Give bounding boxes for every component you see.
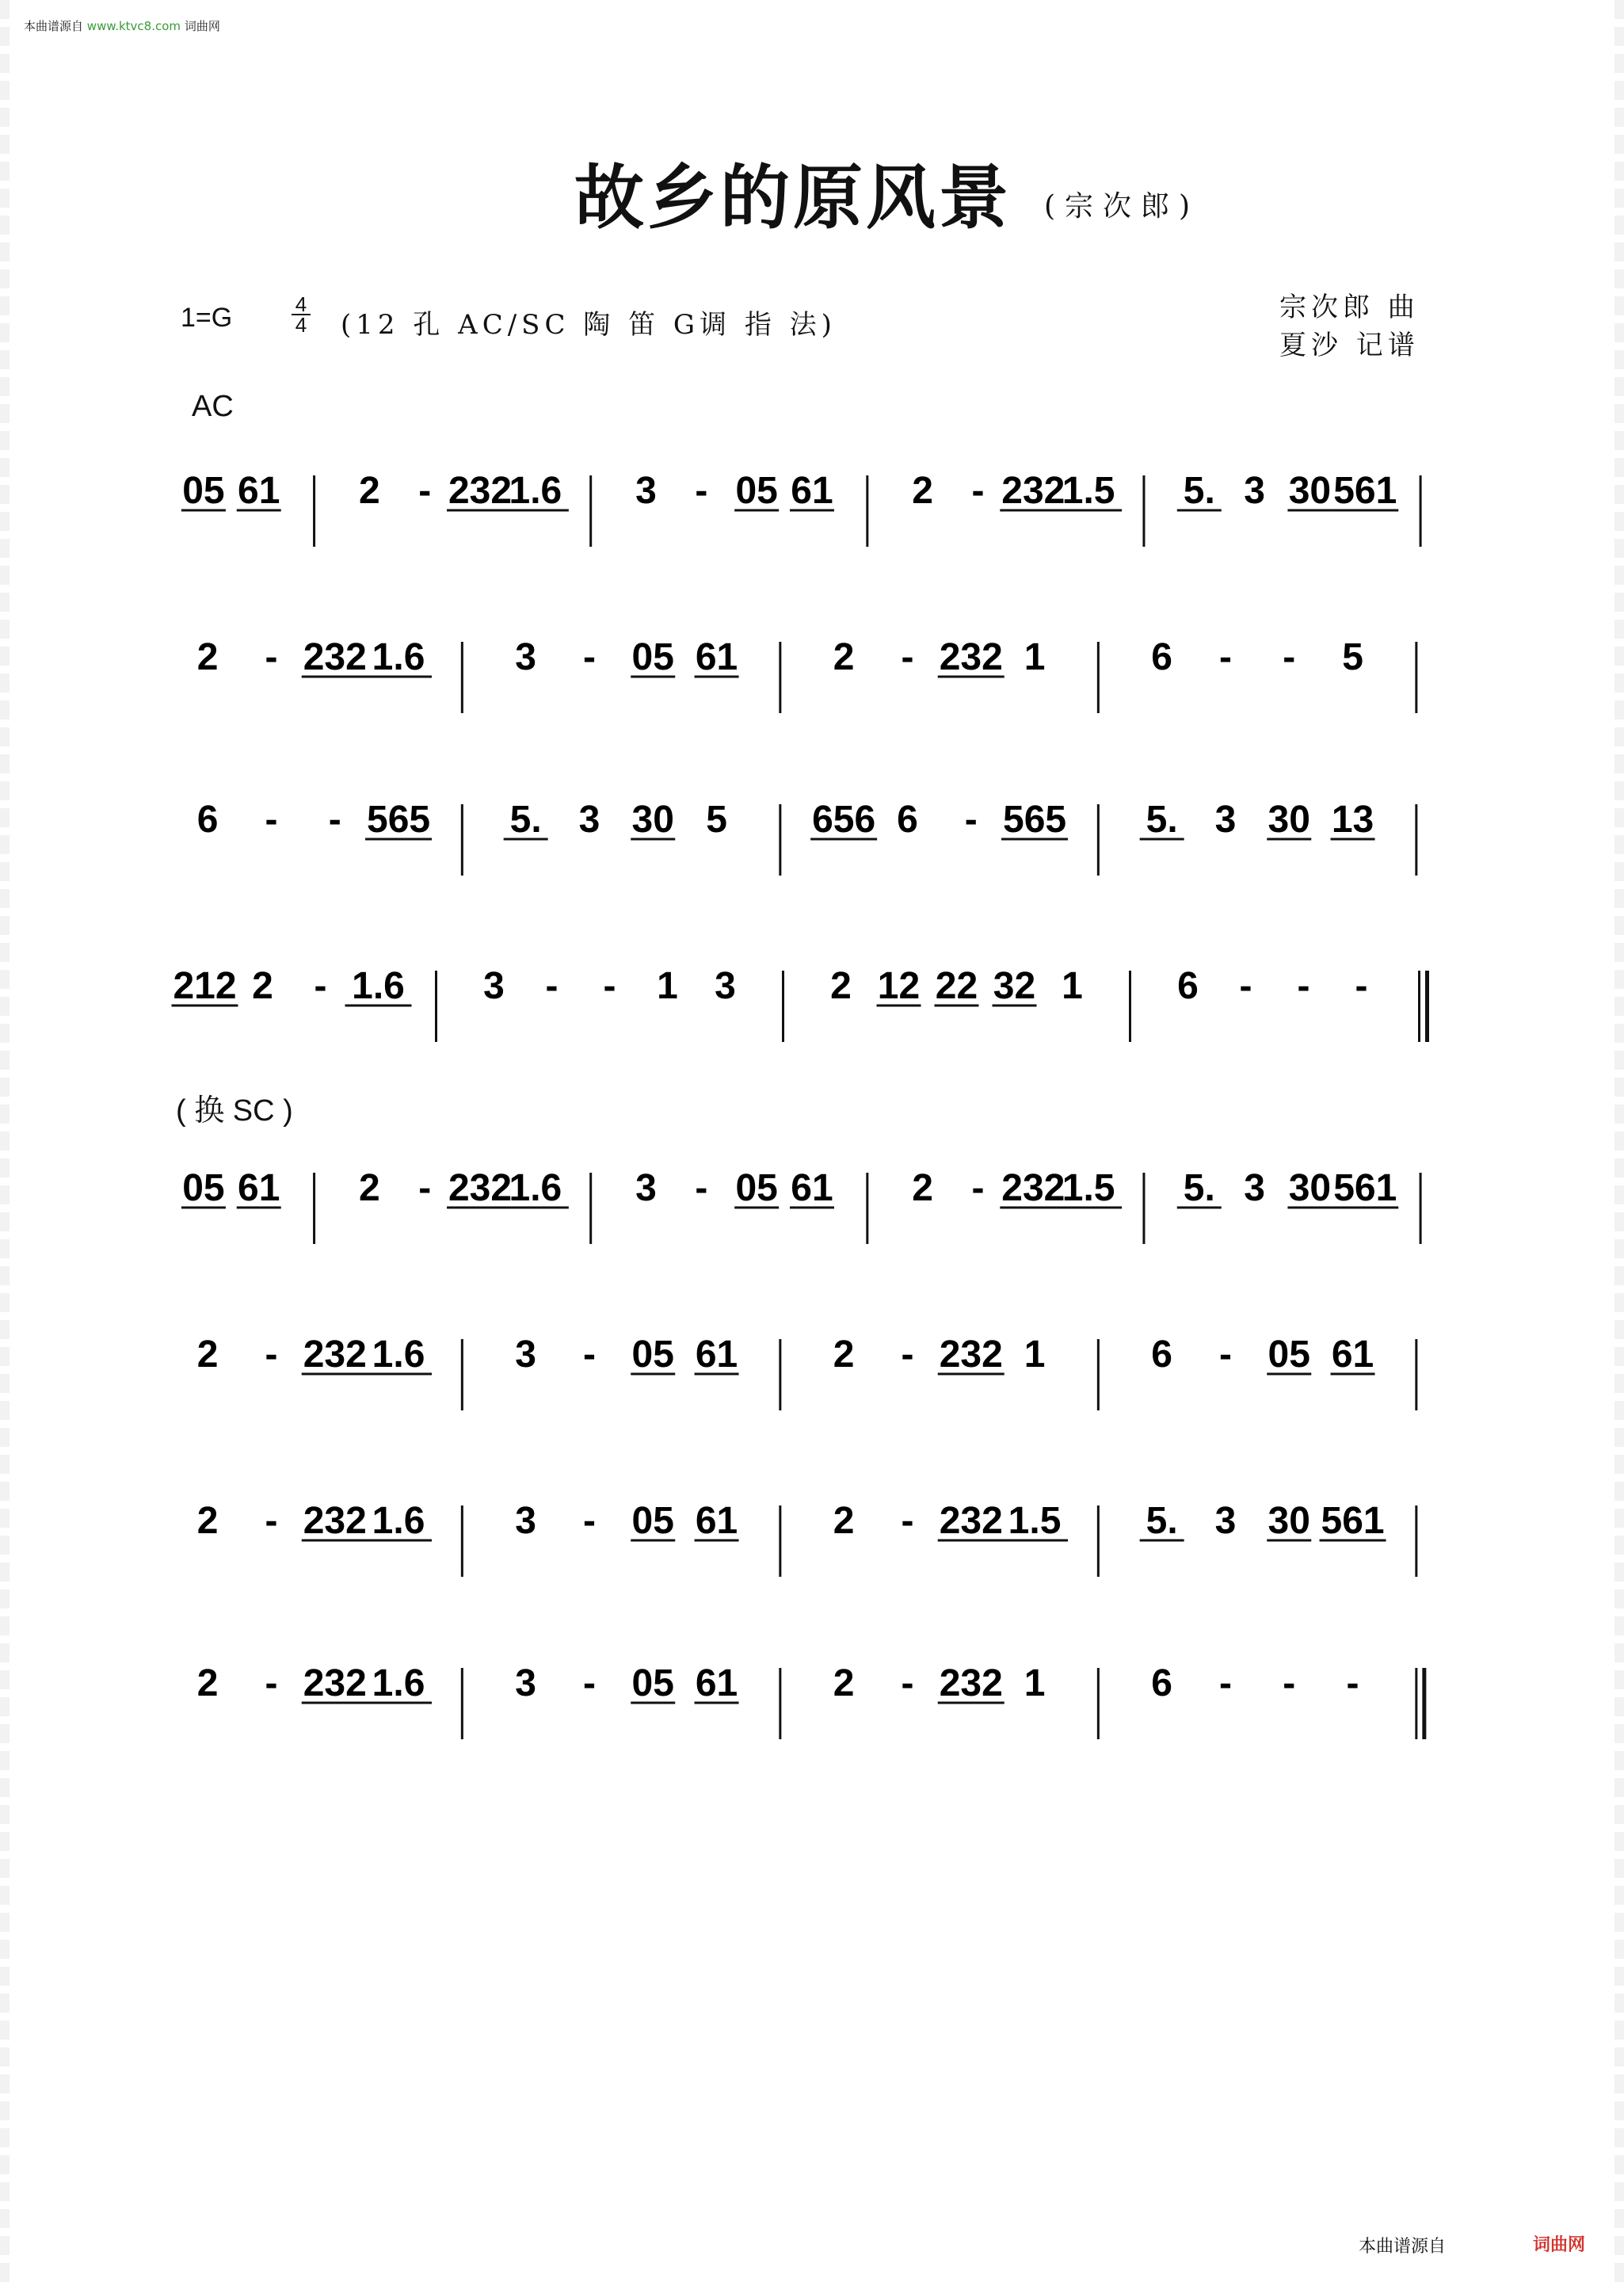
composer-credit: 宗次郎 曲 — [1279, 292, 1420, 323]
note: 61 — [1331, 1334, 1374, 1376]
note: 61 — [238, 1167, 280, 1209]
note: 22 — [935, 965, 978, 1007]
note: 1 — [1062, 965, 1083, 1007]
note: 6 — [1151, 1662, 1173, 1704]
sustain-dash: - — [265, 799, 278, 841]
time-signature-top: 4 — [295, 292, 307, 316]
sustain-dash: - — [1239, 965, 1252, 1007]
note: 61 — [238, 470, 280, 512]
note: 5. — [1146, 799, 1178, 841]
note: 565 — [367, 799, 431, 841]
note: 3 — [1244, 470, 1265, 512]
time-signature-bottom: 4 — [295, 313, 307, 337]
fingering-note: (12 孔 AC/SC 陶 笛 G调 指 法) — [341, 309, 837, 341]
section-label-ac: AC — [192, 390, 234, 423]
sustain-dash: - — [901, 636, 914, 678]
note: 232 — [939, 636, 1003, 678]
header-site-brand: 词曲网 — [184, 19, 220, 33]
note: 3 — [515, 636, 537, 678]
note: 3 — [515, 1662, 537, 1704]
note: 5. — [1146, 1500, 1178, 1542]
sustain-dash: - — [545, 965, 558, 1007]
section-label-sc: ( 换 SC ) — [176, 1094, 293, 1128]
score-line-svg — [0, 1458, 1624, 1624]
score-line — [0, 1292, 1624, 1458]
note: 32 — [993, 965, 1036, 1007]
note: 30 — [631, 799, 674, 841]
sustain-dash: - — [582, 636, 596, 678]
note: 2 — [833, 1500, 855, 1542]
note: 1.6 — [372, 636, 425, 678]
sustain-dash: - — [1218, 1334, 1232, 1376]
note: 232 — [1001, 470, 1066, 512]
time-signature — [292, 292, 311, 337]
score-line-svg — [0, 1292, 1624, 1458]
sustain-dash: - — [328, 799, 341, 841]
sustain-dash: - — [1218, 636, 1232, 678]
note: 1.6 — [372, 1500, 425, 1542]
header-site-name: 本曲谱源自 — [24, 19, 84, 33]
note: 30 — [1268, 799, 1310, 841]
note: 232 — [1001, 1167, 1066, 1209]
note: 2 — [196, 1500, 219, 1542]
score-line — [0, 1620, 1624, 1787]
note: 5 — [706, 799, 727, 841]
note: 30 — [1288, 470, 1332, 512]
sustain-dash: - — [901, 1334, 914, 1376]
note: 5 — [1342, 636, 1363, 678]
score-line-svg — [0, 757, 1624, 923]
note: 3 — [515, 1334, 537, 1376]
score-line-svg — [0, 923, 1624, 1089]
transcriber-credit: 夏沙 记谱 — [1279, 330, 1420, 361]
note: 61 — [791, 470, 833, 512]
note: 1.6 — [509, 1167, 562, 1209]
note: 30 — [1288, 1167, 1332, 1209]
note: 656 — [812, 799, 876, 841]
sustain-dash: - — [1218, 1662, 1232, 1704]
note: 1.5 — [1008, 1500, 1062, 1542]
footer-source: 本曲谱源自 — [1359, 2237, 1447, 2257]
score-line-svg — [0, 1125, 1624, 1292]
note: 2 — [833, 636, 855, 678]
note: 561 — [1321, 1500, 1385, 1542]
note: 05 — [631, 1500, 674, 1542]
note: 1 — [1024, 1662, 1046, 1704]
key-signature: 1=G — [181, 303, 233, 333]
note: 3 — [635, 470, 657, 512]
score-line-svg — [0, 428, 1624, 594]
note: 1.5 — [1062, 1167, 1115, 1209]
sustain-dash: - — [1283, 636, 1296, 678]
note: 561 — [1333, 1167, 1397, 1209]
note: 5. — [1183, 470, 1215, 512]
note: 1 — [657, 965, 678, 1007]
sustain-dash: - — [314, 965, 327, 1007]
note: 6 — [1151, 636, 1173, 678]
note: 05 — [631, 1662, 674, 1704]
sustain-dash: - — [582, 1662, 596, 1704]
score-line-svg — [0, 1620, 1624, 1787]
note: 232 — [448, 470, 513, 512]
note: 5. — [509, 799, 542, 841]
note: 2 — [252, 965, 273, 1007]
sustain-dash: - — [1346, 1662, 1359, 1704]
note: 3 — [635, 1167, 657, 1209]
note: 1.6 — [372, 1662, 425, 1704]
header-site-url[interactable]: www.ktvc8.com — [86, 19, 181, 33]
note: 565 — [1003, 799, 1067, 841]
score-line — [0, 1458, 1624, 1624]
note: 05 — [631, 636, 674, 678]
note: 2 — [196, 1334, 219, 1376]
note: 6 — [1151, 1334, 1173, 1376]
note: 232 — [939, 1662, 1003, 1704]
note: 1.6 — [372, 1334, 425, 1376]
note: 61 — [791, 1167, 833, 1209]
sustain-dash: - — [418, 470, 432, 512]
footer-brand[interactable] — [1533, 2231, 1585, 2256]
note: 232 — [303, 1500, 367, 1542]
note: 05 — [182, 470, 225, 512]
score-line — [0, 428, 1624, 594]
page-title: 故乡的原风景 — [574, 156, 1012, 239]
sustain-dash: - — [603, 965, 616, 1007]
note: 2 — [830, 965, 852, 1007]
note: 61 — [695, 1500, 738, 1542]
note: 2 — [912, 1167, 934, 1209]
note: 05 — [182, 1167, 225, 1209]
score-line-svg — [0, 594, 1624, 761]
note: 1 — [1024, 636, 1046, 678]
sustain-dash: - — [265, 636, 278, 678]
note: 6 — [1177, 965, 1199, 1007]
barline — [1416, 1668, 1424, 1739]
note: 61 — [695, 1334, 738, 1376]
footer-brand-text: 词曲网 — [1533, 2235, 1586, 2255]
sustain-dash: - — [695, 470, 708, 512]
note: 1.6 — [509, 470, 562, 512]
sustain-dash: - — [265, 1662, 278, 1704]
sustain-dash: - — [1355, 965, 1368, 1007]
note: 13 — [1331, 799, 1374, 841]
score-line — [0, 923, 1624, 1089]
score-line — [0, 757, 1624, 923]
page-subtitle: (宗次郎) — [1044, 190, 1200, 223]
note: 2 — [912, 470, 934, 512]
note: 12 — [877, 965, 921, 1007]
sustain-dash: - — [1283, 1662, 1296, 1704]
sustain-dash: - — [901, 1500, 914, 1542]
note: 3 — [483, 965, 505, 1007]
note: 3 — [578, 799, 600, 841]
note: 3 — [1214, 799, 1237, 841]
note: 3 — [715, 965, 736, 1007]
sustain-dash: - — [901, 1662, 914, 1704]
note: 6 — [196, 799, 219, 841]
sustain-dash: - — [582, 1334, 596, 1376]
note: 1.5 — [1062, 470, 1115, 512]
note: 05 — [1268, 1334, 1310, 1376]
note: 2 — [359, 1167, 380, 1209]
barline — [1420, 971, 1428, 1042]
note: 232 — [303, 636, 367, 678]
note: 232 — [303, 1662, 367, 1704]
note: 232 — [303, 1334, 367, 1376]
note: 3 — [1214, 1500, 1237, 1542]
sustain-dash: - — [1297, 965, 1310, 1007]
note: 05 — [735, 470, 778, 512]
note: 232 — [939, 1500, 1003, 1542]
sustain-dash: - — [695, 1167, 708, 1209]
sustain-dash: - — [265, 1334, 278, 1376]
note: 2 — [196, 1662, 219, 1704]
sustain-dash: - — [265, 1500, 278, 1542]
note: 561 — [1333, 470, 1397, 512]
note: 6 — [897, 799, 918, 841]
note: 232 — [939, 1334, 1003, 1376]
note: 05 — [735, 1167, 778, 1209]
note: 2 — [833, 1334, 855, 1376]
score-line — [0, 594, 1624, 761]
note: 2 — [833, 1662, 855, 1704]
note: 30 — [1268, 1500, 1310, 1542]
sustain-dash: - — [582, 1500, 596, 1542]
sustain-dash: - — [418, 1167, 432, 1209]
note: 1.6 — [352, 965, 405, 1007]
header-source — [24, 17, 220, 34]
note: 3 — [1244, 1167, 1265, 1209]
note: 232 — [448, 1167, 513, 1209]
note: 2 — [359, 470, 380, 512]
sustain-dash: - — [971, 1167, 985, 1209]
note: 05 — [631, 1334, 674, 1376]
sustain-dash: - — [964, 799, 978, 841]
note: 61 — [695, 1662, 738, 1704]
note: 61 — [695, 636, 738, 678]
note: 3 — [515, 1500, 537, 1542]
note: 2 — [196, 636, 219, 678]
note: 5. — [1183, 1167, 1215, 1209]
sustain-dash: - — [971, 470, 985, 512]
note: 1 — [1024, 1334, 1046, 1376]
score-line — [0, 1125, 1624, 1292]
note: 212 — [173, 965, 237, 1007]
